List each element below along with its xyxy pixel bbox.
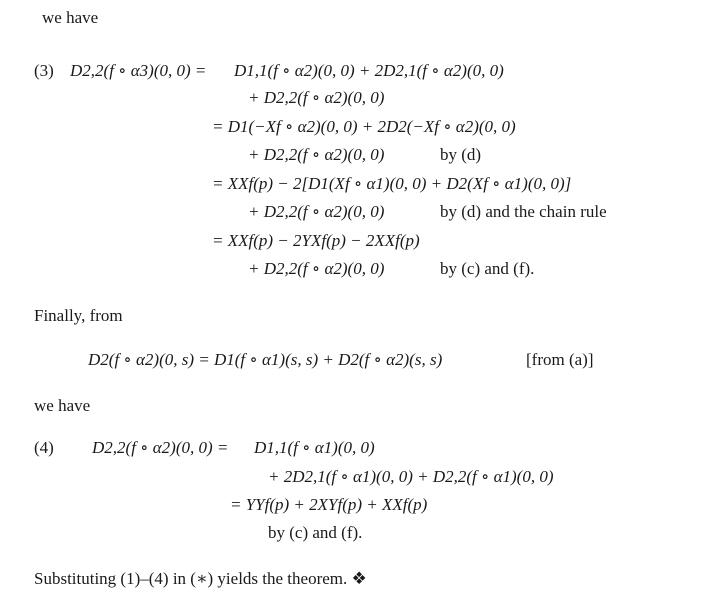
eq3-line7: = XXf(p) − 2YXf(p) − 2XXf(p)	[212, 231, 420, 250]
eq4-line4: by (c) and (f).	[268, 523, 363, 542]
intro-text: we have	[42, 8, 99, 27]
from-equation: D2(f ∘ α2)(0, s) = D1(f ∘ α1)(s, s) + D2(f ∘ α2)(s, s)	[88, 350, 443, 369]
eq4-label: (4)	[34, 438, 54, 457]
eq3-line8: + D2,2(f ∘ α2)(0, 0)	[248, 259, 385, 278]
eq3-line8-note: by (c) and (f).	[440, 259, 535, 278]
eq3-label: (3)	[34, 61, 54, 80]
we-have-text: we have	[34, 396, 91, 415]
eq3-line6-note: by (d) and the chain rule	[440, 202, 607, 221]
eq4-line1: D1,1(f ∘ α1)(0, 0)	[254, 438, 375, 457]
eq3-line5: = XXf(p) − 2[D1(Xf ∘ α1)(0, 0) + D2(Xf ∘ α1)(0, 0)]	[212, 174, 572, 193]
eq3-line4: + D2,2(f ∘ α2)(0, 0)	[248, 145, 385, 164]
eq3-lhs: D2,2(f ∘ α3)(0, 0) =	[70, 61, 207, 80]
eq3-line4-note: by (d)	[440, 145, 482, 164]
conclusion-text: Substituting (1)–(4) in (∗) yields the theorem. ❖	[34, 569, 367, 588]
finally-text: Finally, from	[34, 306, 123, 325]
eq3-line3: = D1(−Xf ∘ α2)(0, 0) + 2D2(−Xf ∘ α2)(0, 0)	[212, 117, 516, 136]
from-equation-note: [from (a)]	[526, 350, 594, 369]
eq4-line3: = YYf(p) + 2XYf(p) + XXf(p)	[230, 495, 428, 514]
eq3-line2: + D2,2(f ∘ α2)(0, 0)	[248, 88, 385, 107]
eq4-lhs: D2,2(f ∘ α2)(0, 0) =	[92, 438, 229, 457]
eq3-line1: D1,1(f ∘ α2)(0, 0) + 2D2,1(f ∘ α2)(0, 0)	[234, 61, 504, 80]
eq4-line2: + 2D2,1(f ∘ α1)(0, 0) + D2,2(f ∘ α1)(0, 0)	[268, 467, 554, 486]
eq3-line6: + D2,2(f ∘ α2)(0, 0)	[248, 202, 385, 221]
